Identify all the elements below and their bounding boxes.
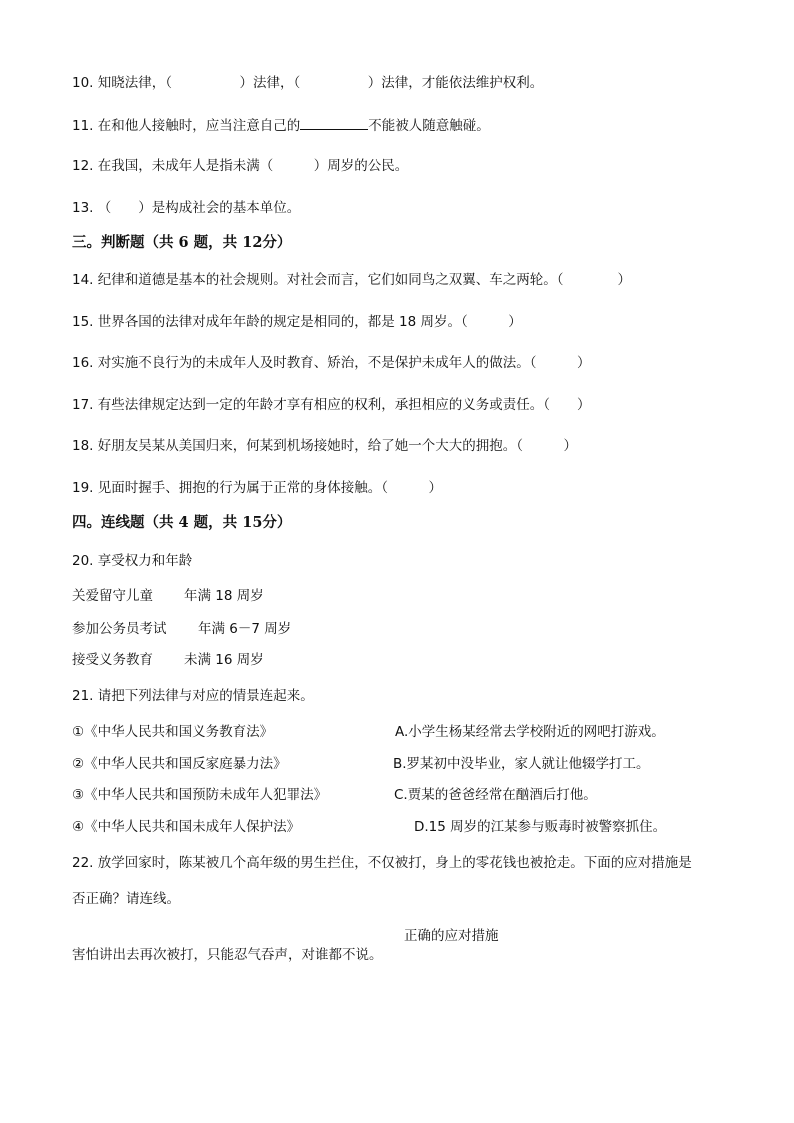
q20-left-item: 接受义务教育 bbox=[72, 652, 153, 668]
q20-right-item: 年满 6－7 周岁 bbox=[198, 621, 292, 637]
question-11 bbox=[72, 116, 490, 135]
question-22-line-2: 否正确？请连线。 bbox=[72, 891, 180, 907]
q21-case-item: B.罗某初中没毕业，家人就让他辍学打工。 bbox=[393, 756, 650, 772]
section-3-heading: 三。判断题（共 6 题，共 12分） bbox=[72, 234, 292, 251]
q20-left-item: 参加公务员考试 bbox=[72, 621, 167, 637]
question-19: 19. 见面时握手、拥抱的行为属于正常的身体接触。（ ） bbox=[72, 480, 443, 496]
section-4-heading: 四。连线题（共 4 题，共 15分） bbox=[72, 514, 292, 531]
question-21: 21. 请把下列法律与对应的情景连起来。 bbox=[72, 688, 314, 704]
q22-right-header: 正确的应对措施 bbox=[404, 928, 499, 944]
question-22-line-1: 22. 放学回家时，陈某被几个高年级的男生拦住，不仅被打，身上的零花钱也被抢走。下面的应对措施是 bbox=[72, 855, 692, 871]
q20-right-item: 年满 18 周岁 bbox=[184, 588, 264, 604]
question-13: 13. （ ）是构成社会的基本单位。 bbox=[72, 200, 301, 216]
question-18: 18. 好朋友吴某从美国归来，何某到机场接她时，给了她一个大大的拥抱。（ ） bbox=[72, 438, 578, 454]
q21-case-item: A.小学生杨某经常去学校附近的网吧打游戏。 bbox=[395, 724, 665, 740]
q21-law-item: ②《中华人民共和国反家庭暴力法》 bbox=[72, 756, 287, 772]
question-16: 16. 对实施不良行为的未成年人及时教育、矫治，不是保护未成年人的做法。（ ） bbox=[72, 355, 591, 371]
question-11-suffix: 不能被人随意触碰。 bbox=[368, 118, 490, 134]
q20-left-item: 关爱留守儿童 bbox=[72, 588, 153, 604]
answer-blank bbox=[300, 116, 368, 130]
question-10: 10. 知晓法律，（ ）法律，（ ）法律，才能依法维护权利。 bbox=[72, 75, 544, 91]
q21-case-item: D.15 周岁的江某参与贩毒时被警察抓住。 bbox=[414, 819, 667, 835]
q20-right-item: 未满 16 周岁 bbox=[184, 652, 264, 668]
question-14: 14. 纪律和道德是基本的社会规则。对社会而言，它们如同鸟之双翼、车之两轮。（ ） bbox=[72, 272, 632, 288]
q22-option: 害怕讲出去再次被打，只能忍气吞声，对谁都不说。 bbox=[72, 947, 383, 963]
question-12: 12. 在我国，未成年人是指未满（ ）周岁的公民。 bbox=[72, 158, 409, 174]
q21-law-item: ④《中华人民共和国未成年人保护法》 bbox=[72, 819, 301, 835]
question-15: 15. 世界各国的法律对成年年龄的规定是相同的，都是 18 周岁。（ ） bbox=[72, 314, 522, 330]
question-17: 17. 有些法律规定达到一定的年龄才享有相应的权利，承担相应的义务或责任。（ ） bbox=[72, 397, 591, 413]
question-11-prefix: 11. 在和他人接触时，应当注意自己的 bbox=[72, 118, 301, 134]
q21-case-item: C.贾某的爸爸经常在酗酒后打他。 bbox=[394, 787, 597, 803]
q21-law-item: ①《中华人民共和国义务教育法》 bbox=[72, 724, 274, 740]
question-20: 20. 享受权力和年龄 bbox=[72, 553, 193, 569]
q21-law-item: ③《中华人民共和国预防未成年人犯罪法》 bbox=[72, 787, 328, 803]
